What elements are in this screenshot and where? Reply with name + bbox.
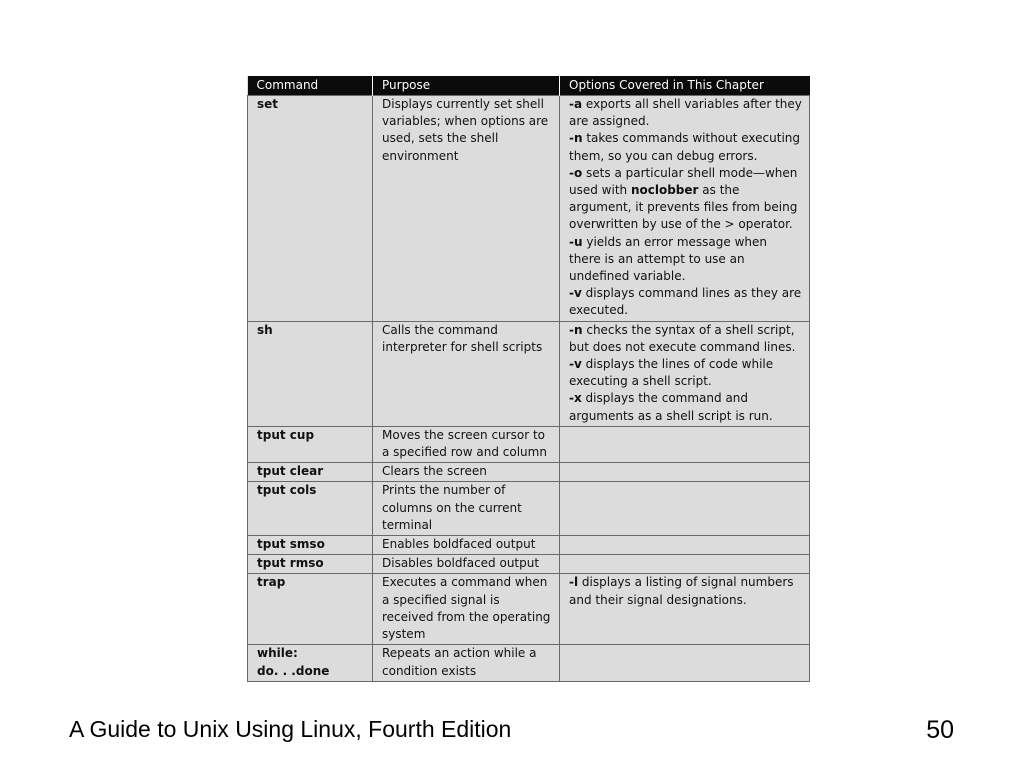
table-body [248,96,810,682]
cell-purpose: Moves the screen cursor to a specified row and column [373,426,560,462]
cell-purpose: Enables boldfaced output [373,536,560,555]
cell-command: trap [248,574,373,645]
page-number: 50 [926,716,954,744]
option-entry: -v displays the lines of code while executing a shell script. [569,357,774,389]
option-flag: -x [569,391,582,406]
cell-purpose: Calls the command interpreter for shell scripts [373,321,560,426]
table-row [248,482,810,536]
option-flag: -n [569,322,583,337]
cell-purpose: Displays currently set shell variables; when options are used, sets the shell environment [373,96,560,322]
cell-command: set [248,96,373,322]
option-flag: -v [569,357,582,372]
option-entry: -a exports all shell variables after they are assigned. [569,97,802,129]
table-row [248,645,810,681]
table-row [248,96,810,322]
option-flag: -n [569,131,583,146]
table-row [248,463,810,482]
cell-command: tput cup [248,426,373,462]
cell-purpose: Prints the number of columns on the current terminal [373,482,560,536]
cell-command: tput smso [248,536,373,555]
cell-options [560,555,810,574]
option-flag: -u [569,234,583,249]
header-command: Command [248,76,373,96]
commands-table [247,76,810,682]
cell-options [560,536,810,555]
table-row [248,321,810,426]
cell-command: tput cols [248,482,373,536]
option-keyword: noclobber [630,183,699,198]
option-entry: -l displays a listing of signal numbers and their signal designations. [569,575,794,607]
option-entry: -x displays the command and arguments as a shell script is run. [569,391,773,423]
option-entry: -n checks the syntax of a shell script, but does not execute command lines. [569,322,796,354]
option-entry: -n takes commands without executing them, so you can debug errors. [569,131,801,163]
cell-purpose: Disables boldfaced output [373,555,560,574]
option-entry: -o sets a particular shell mode—when used with noclobber as the argument, it prevents files from being overwritten by use of the > operator. [569,165,798,232]
cell-command: tput clear [248,463,373,482]
table-row [248,426,810,462]
header-purpose: Purpose [373,76,560,96]
table-header-row [248,76,810,96]
cell-command: tput rmso [248,555,373,574]
cell-options [560,463,810,482]
option-flag: -v [569,286,582,301]
table-row [248,574,810,645]
table-row [248,555,810,574]
option-entry: -u yields an error message when there is an attempt to use an undefined variable. [569,234,767,284]
cell-options [560,96,810,322]
cell-options [560,426,810,462]
footer-title: A Guide to Unix Using Linux, Fourth Edition [69,716,512,742]
option-entry: -v displays command lines as they are executed. [569,286,802,318]
table-row [248,536,810,555]
option-flag: -o [569,165,583,180]
cell-purpose: Repeats an action while a condition exists [373,645,560,681]
cell-options [560,321,810,426]
cell-options [560,645,810,681]
cell-command: sh [248,321,373,426]
cell-purpose: Clears the screen [373,463,560,482]
header-options: Options Covered in This Chapter [560,76,810,96]
cell-options [560,574,810,645]
cell-options [560,482,810,536]
cell-command: while: do. . .done [248,645,373,681]
option-flag: -a [569,97,583,111]
cell-purpose: Executes a command when a specified signal is received from the operating system [373,574,560,645]
option-flag: -l [569,575,579,590]
